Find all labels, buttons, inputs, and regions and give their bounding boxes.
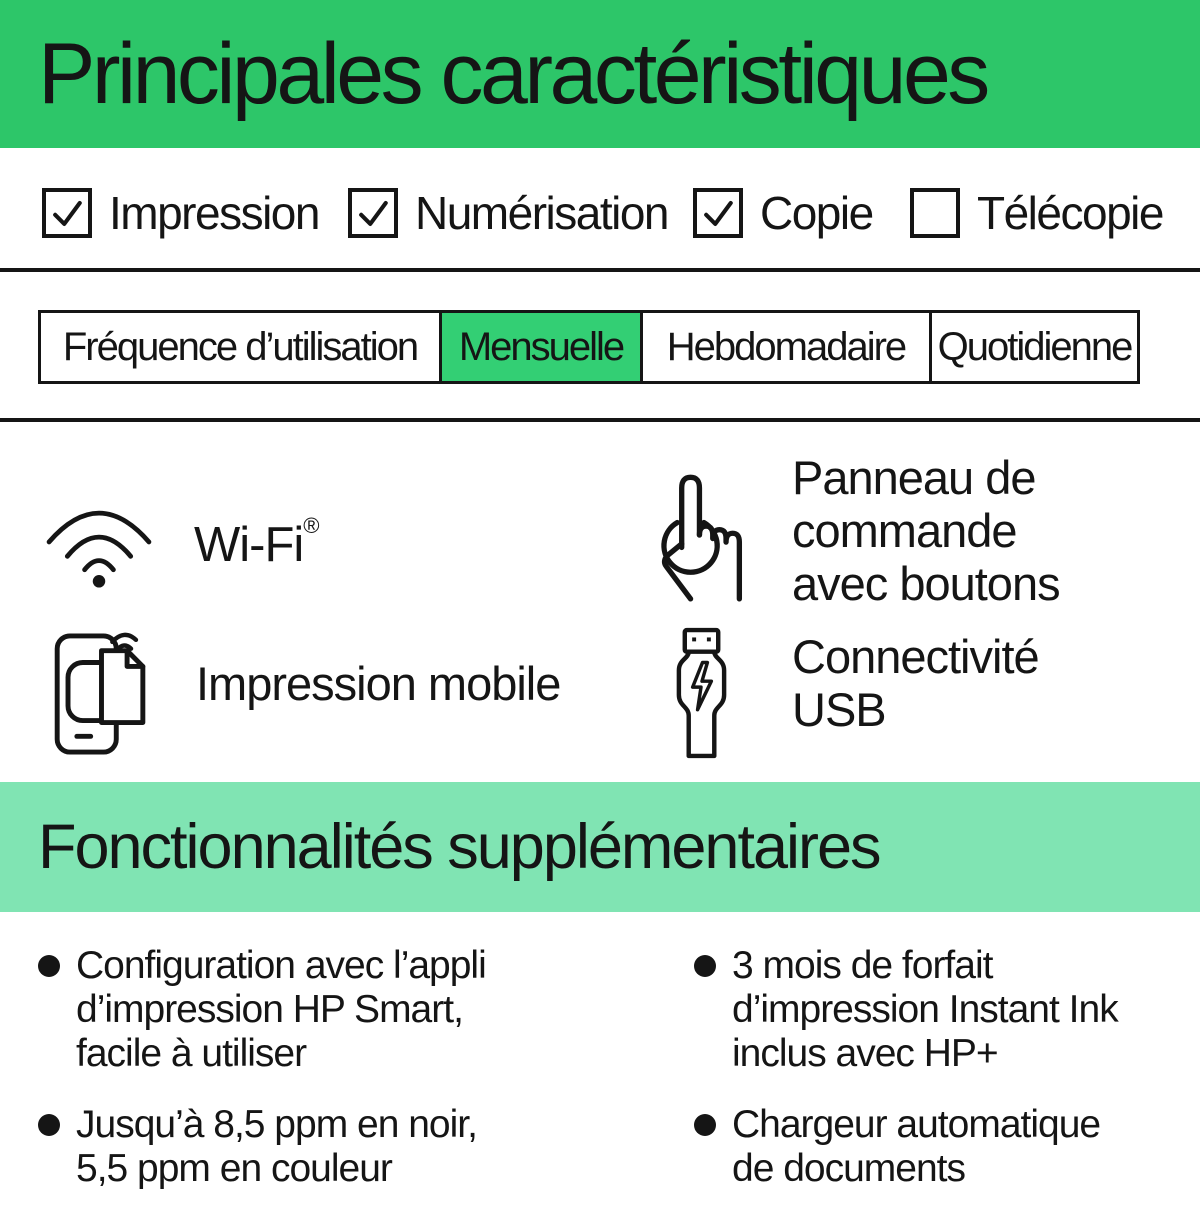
feature-label-usb: Connectivité USB — [792, 630, 1039, 736]
capability-copie — [693, 184, 873, 242]
capability-label: Numérisation — [415, 187, 668, 239]
extra-feature-adf: Chargeur automatique de documents — [732, 1103, 1101, 1190]
capability-telecopie — [910, 184, 1163, 242]
checkmark-icon — [47, 193, 87, 233]
frequency-option-hebdomadaire[interactable] — [640, 313, 929, 381]
checkmark-icon — [353, 193, 393, 233]
touch-panel-icon — [648, 460, 750, 610]
feature-label-control-panel: Panneau de commande avec boutons — [792, 451, 1060, 610]
list-item — [38, 1103, 486, 1191]
usb-connector-icon — [672, 627, 731, 760]
checkmark-icon — [698, 193, 738, 233]
bullet-icon — [694, 955, 716, 977]
page-title: Principales caractéristiques — [38, 25, 987, 122]
extras-column-right — [694, 944, 1118, 1218]
capability-label: Télécopie — [977, 187, 1163, 239]
extras-column-left — [38, 944, 486, 1218]
registered-mark: ® — [303, 513, 320, 538]
capability-impression — [42, 184, 319, 242]
sub-header-title: Fonctionnalités supplémentaires — [38, 812, 880, 882]
capability-label: Impression — [109, 187, 319, 239]
feature-label-mobile-printing: Impression mobile — [196, 657, 561, 710]
bullet-icon — [38, 1114, 60, 1136]
wifi-icon — [40, 492, 158, 588]
mobile-print-icon — [54, 630, 148, 758]
checkbox-copie[interactable] — [693, 188, 743, 238]
frequency-option-mensuelle[interactable] — [439, 313, 640, 381]
checkbox-telecopie[interactable] — [910, 188, 960, 238]
frequency-option-label: Mensuelle — [458, 324, 624, 369]
checkbox-numerisation[interactable] — [348, 188, 398, 238]
bullet-icon — [38, 955, 60, 977]
capability-label: Copie — [760, 187, 873, 239]
frequency-option-quotidienne[interactable] — [929, 313, 1137, 381]
frequency-option-label: Quotidienne — [937, 324, 1132, 369]
list-item — [694, 1103, 1118, 1191]
frequency-option-label: Hebdomadaire — [666, 324, 906, 369]
frequency-header-label: Fréquence d’utilisation — [62, 324, 418, 369]
list-item — [38, 944, 486, 1076]
divider-middle — [0, 418, 1200, 422]
extra-feature-hp-smart: Configuration avec l’appli d’impression HP Smart, facile à utiliser — [76, 944, 486, 1075]
extra-feature-print-speed: Jusqu’à 8,5 ppm en noir, 5,5 ppm en couleur — [76, 1103, 477, 1190]
feature-label-wifi: Wi-Fi® — [194, 513, 320, 572]
capability-numerisation — [348, 184, 668, 242]
bullet-icon — [694, 1114, 716, 1136]
frequency-header-cell — [41, 313, 439, 381]
list-item — [694, 944, 1118, 1076]
sub-header-banner — [0, 782, 1200, 912]
checkbox-impression[interactable] — [42, 188, 92, 238]
extra-feature-instant-ink: 3 mois de forfait d’impression Instant Ink inclus avec HP+ — [732, 944, 1118, 1075]
divider-top — [0, 268, 1200, 272]
main-header-banner — [0, 0, 1200, 148]
usage-frequency-table — [38, 310, 1140, 384]
